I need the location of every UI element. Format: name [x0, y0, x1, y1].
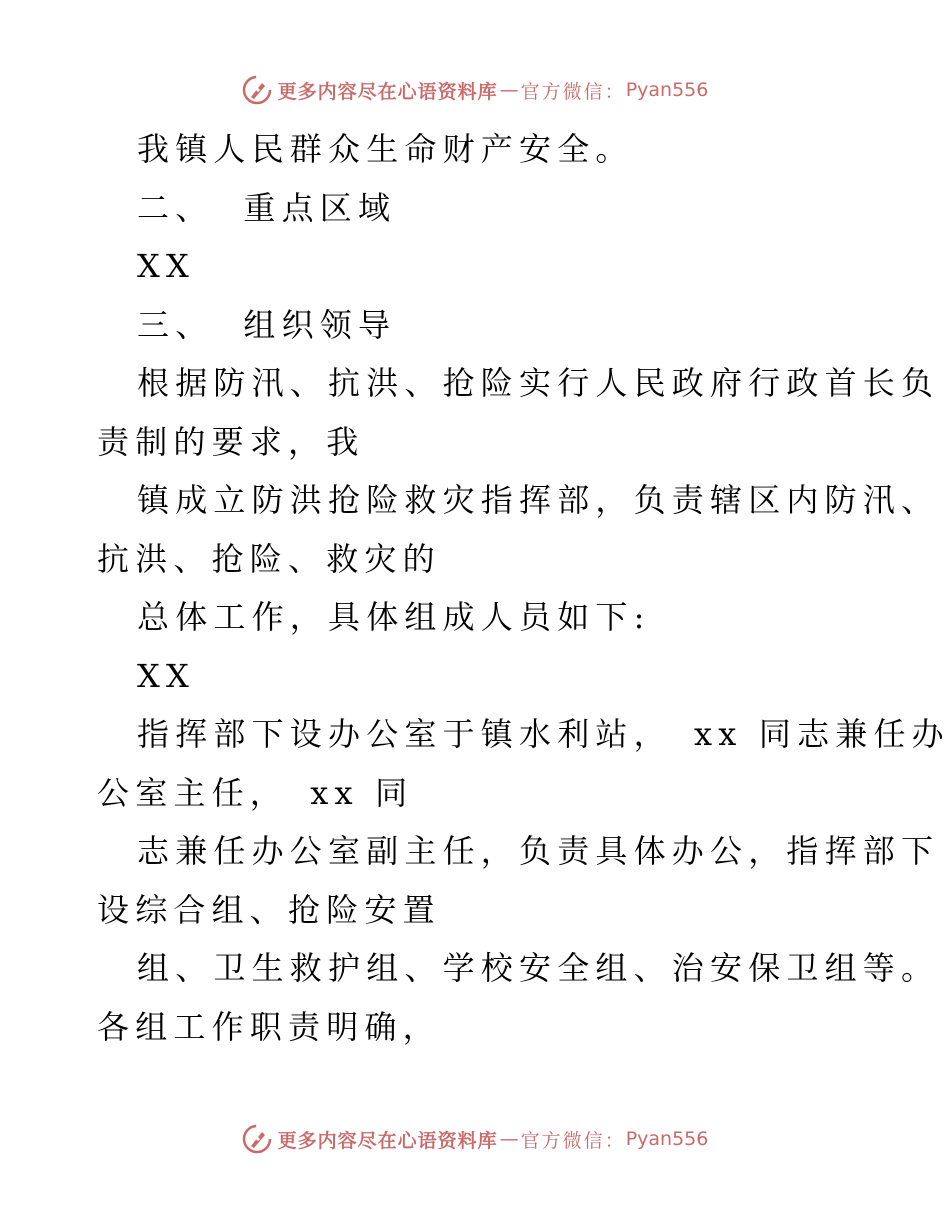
paragraph-line: 指挥部下设办公室于镇水利站， xx 同志兼任办 — [137, 715, 950, 753]
paragraph-line: 公室主任， xx 同 — [97, 773, 414, 812]
header-wechat-label: 官方微信： — [520, 80, 626, 103]
header-brand-text: 更多内容尽在心语资料库 — [277, 80, 498, 103]
pen-nib-logo-icon — [242, 75, 272, 105]
section-heading-three — [97, 296, 857, 355]
header-wechat-id: Pyan556 — [625, 79, 709, 101]
paragraph-line: 我镇人民群众生命财产安全。 — [137, 130, 634, 168]
section-number: 二、 — [137, 188, 214, 227]
section-title: 组织领导 — [243, 305, 397, 344]
pen-nib-logo-icon — [242, 1124, 272, 1154]
page-footer — [0, 1119, 950, 1159]
paragraph-line: XX — [137, 656, 195, 695]
footer-brand-text: 更多内容尽在心语资料库 — [277, 1129, 498, 1152]
paragraph-line: 志兼任办公室副主任，负责具体办公，指挥部下 — [137, 832, 940, 870]
paragraph-line: 各组工作职责明确， — [97, 1007, 441, 1046]
paragraph-line: XX — [137, 247, 195, 285]
footer-wechat-id: Pyan556 — [625, 1128, 709, 1150]
paragraph-line: 根据防汛、抗洪、抢险实行人民政府行政首长负 — [137, 364, 940, 402]
page-header — [0, 70, 950, 110]
header-separator: — — [499, 79, 519, 101]
paragraph-line: 组、卫生救护组、学校安全组、治安保卫组等。 — [137, 949, 940, 987]
footer-separator: — — [499, 1128, 519, 1150]
section-title: 重点区域 — [243, 188, 397, 227]
document-body — [97, 120, 950, 1056]
footer-wechat-label: 官方微信： — [520, 1129, 626, 1152]
paragraph-line: 镇成立防洪抢险救灾指挥部，负责辖区内防汛、 — [137, 481, 940, 519]
paragraph-line: 设综合组、抢险安置 — [97, 890, 441, 929]
section-number: 三、 — [137, 305, 214, 344]
paragraph-line: 责制的要求，我 — [97, 422, 365, 461]
paragraph-line: 总体工作，具体组成人员如下: — [137, 598, 651, 636]
paragraph-line: 抗洪、抢险、救灾的 — [97, 539, 441, 578]
section-heading-two — [97, 179, 857, 238]
